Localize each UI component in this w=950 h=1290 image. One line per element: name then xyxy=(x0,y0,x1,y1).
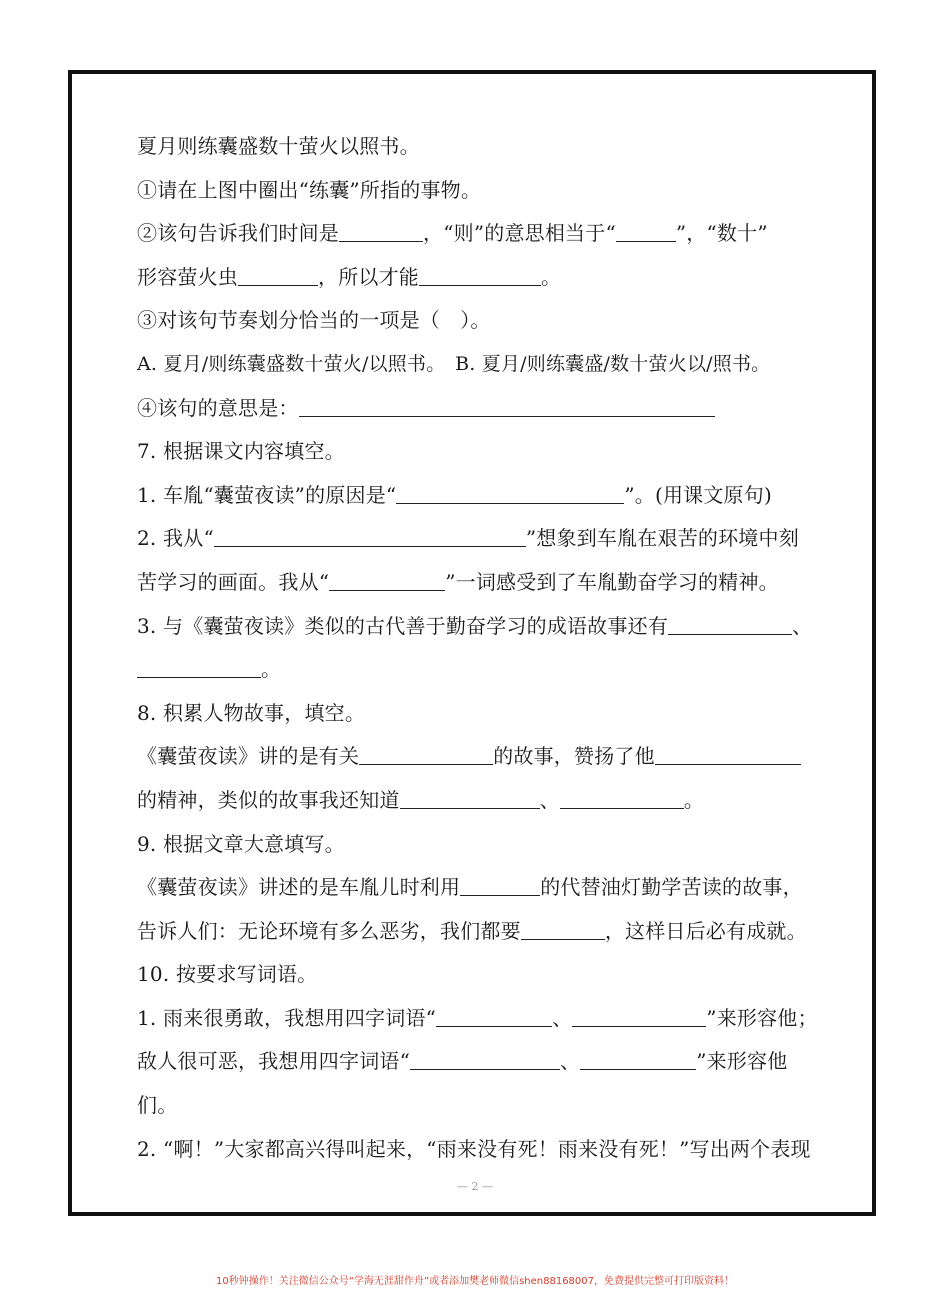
text-line: 敌人很可恶，我想用四字词语“ 、 ”来形容他 xyxy=(137,1049,788,1074)
text-line: ①请在上图中圈出“练囊”所指的事物。 xyxy=(137,177,482,202)
footer-notice: 10秒钟操作！关注微信公众号“学海无涯甜作舟”或者添加樊老师微信shen88168007，免费提供完整可打印版资料！ xyxy=(215,1276,735,1287)
answer-blank[interactable] xyxy=(436,1004,552,1027)
text-line: 2. 我从“ ”想象到车胤在艰苦的环境中刻 xyxy=(137,526,799,551)
question-heading: 9. 根据文章大意填写。 xyxy=(137,831,345,856)
answer-blank[interactable] xyxy=(299,394,715,417)
answer-blank[interactable] xyxy=(560,786,684,809)
answer-blank[interactable] xyxy=(410,1047,560,1070)
text-line: ③对该句节奏划分恰当的一项是（ ）。 xyxy=(137,308,491,333)
text-line: 苦学习的画面。我从“ ”一词感受到了车胤勤奋学习的精神。 xyxy=(137,569,779,594)
text-line: 1. 雨来很勇敢，我想用四字词语“ 、 ”来形容他； xyxy=(137,1005,818,1030)
answer-blank[interactable] xyxy=(396,481,624,504)
answer-blank[interactable] xyxy=(460,873,540,896)
answer-blank[interactable] xyxy=(521,917,605,940)
answer-blank[interactable] xyxy=(400,786,540,809)
question-heading: 7. 根据课文内容填空。 xyxy=(137,439,345,464)
text-line: 《囊萤夜读》讲的是有关 的故事，赞扬了他 xyxy=(137,735,827,779)
answer-blank[interactable] xyxy=(359,742,493,765)
worksheet-content xyxy=(137,125,827,1171)
answer-blank[interactable] xyxy=(419,263,541,286)
text-line: 们。 xyxy=(137,1093,178,1118)
text-line: 形容萤火虫 ，所以才能 。 xyxy=(137,264,562,289)
answer-blank[interactable] xyxy=(655,742,801,765)
text-line: 2. “啊！”大家都高兴得叫起来，“雨来没有死！雨来没有死！”写出两个表现 xyxy=(137,1136,811,1161)
answer-blank[interactable] xyxy=(668,612,792,635)
text-line: 3. 与《囊萤夜读》类似的古代善于勤奋学习的成语故事还有 、 xyxy=(137,613,813,638)
answer-blank[interactable] xyxy=(580,1047,696,1070)
text-line: ④该句的意思是： xyxy=(137,387,827,431)
answer-blank[interactable] xyxy=(329,568,445,591)
question-heading: 8. 积累人物故事，填空。 xyxy=(137,700,366,725)
question-heading: 10. 按要求写词语。 xyxy=(137,962,318,987)
text-line: 的精神，类似的故事我还知道 、 。 xyxy=(137,787,705,812)
text-line: 告诉人们：无论环境有多么恶劣，我们都要 ，这样日后必有成就。 xyxy=(137,918,807,943)
text-line: ②该句告诉我们时间是 ，“则”的意思相当于“ ”，“数十” xyxy=(137,221,768,246)
text-line: 1. 车胤“囊萤夜读”的原因是“ ”。(用课文原句) xyxy=(137,482,772,507)
page-number: — 2 — xyxy=(457,1180,493,1193)
answer-blank[interactable] xyxy=(339,219,423,242)
answer-blank[interactable] xyxy=(572,1004,706,1027)
answer-blank[interactable] xyxy=(616,219,676,242)
text-line: 。 xyxy=(137,648,827,692)
text-line: 夏月则练囊盛数十萤火以照书。 xyxy=(137,134,420,158)
text-line: A. 夏月/则练囊盛数十萤火/以照书。 B. 夏月/则练囊盛/数十萤火以/照书。 xyxy=(137,352,771,375)
answer-blank[interactable] xyxy=(137,655,261,678)
answer-blank[interactable] xyxy=(238,263,318,286)
text-line: 《囊萤夜读》讲述的是车胤儿时利用 的代替油灯勤学苦读的故事， xyxy=(137,875,803,900)
answer-blank[interactable] xyxy=(214,524,526,547)
